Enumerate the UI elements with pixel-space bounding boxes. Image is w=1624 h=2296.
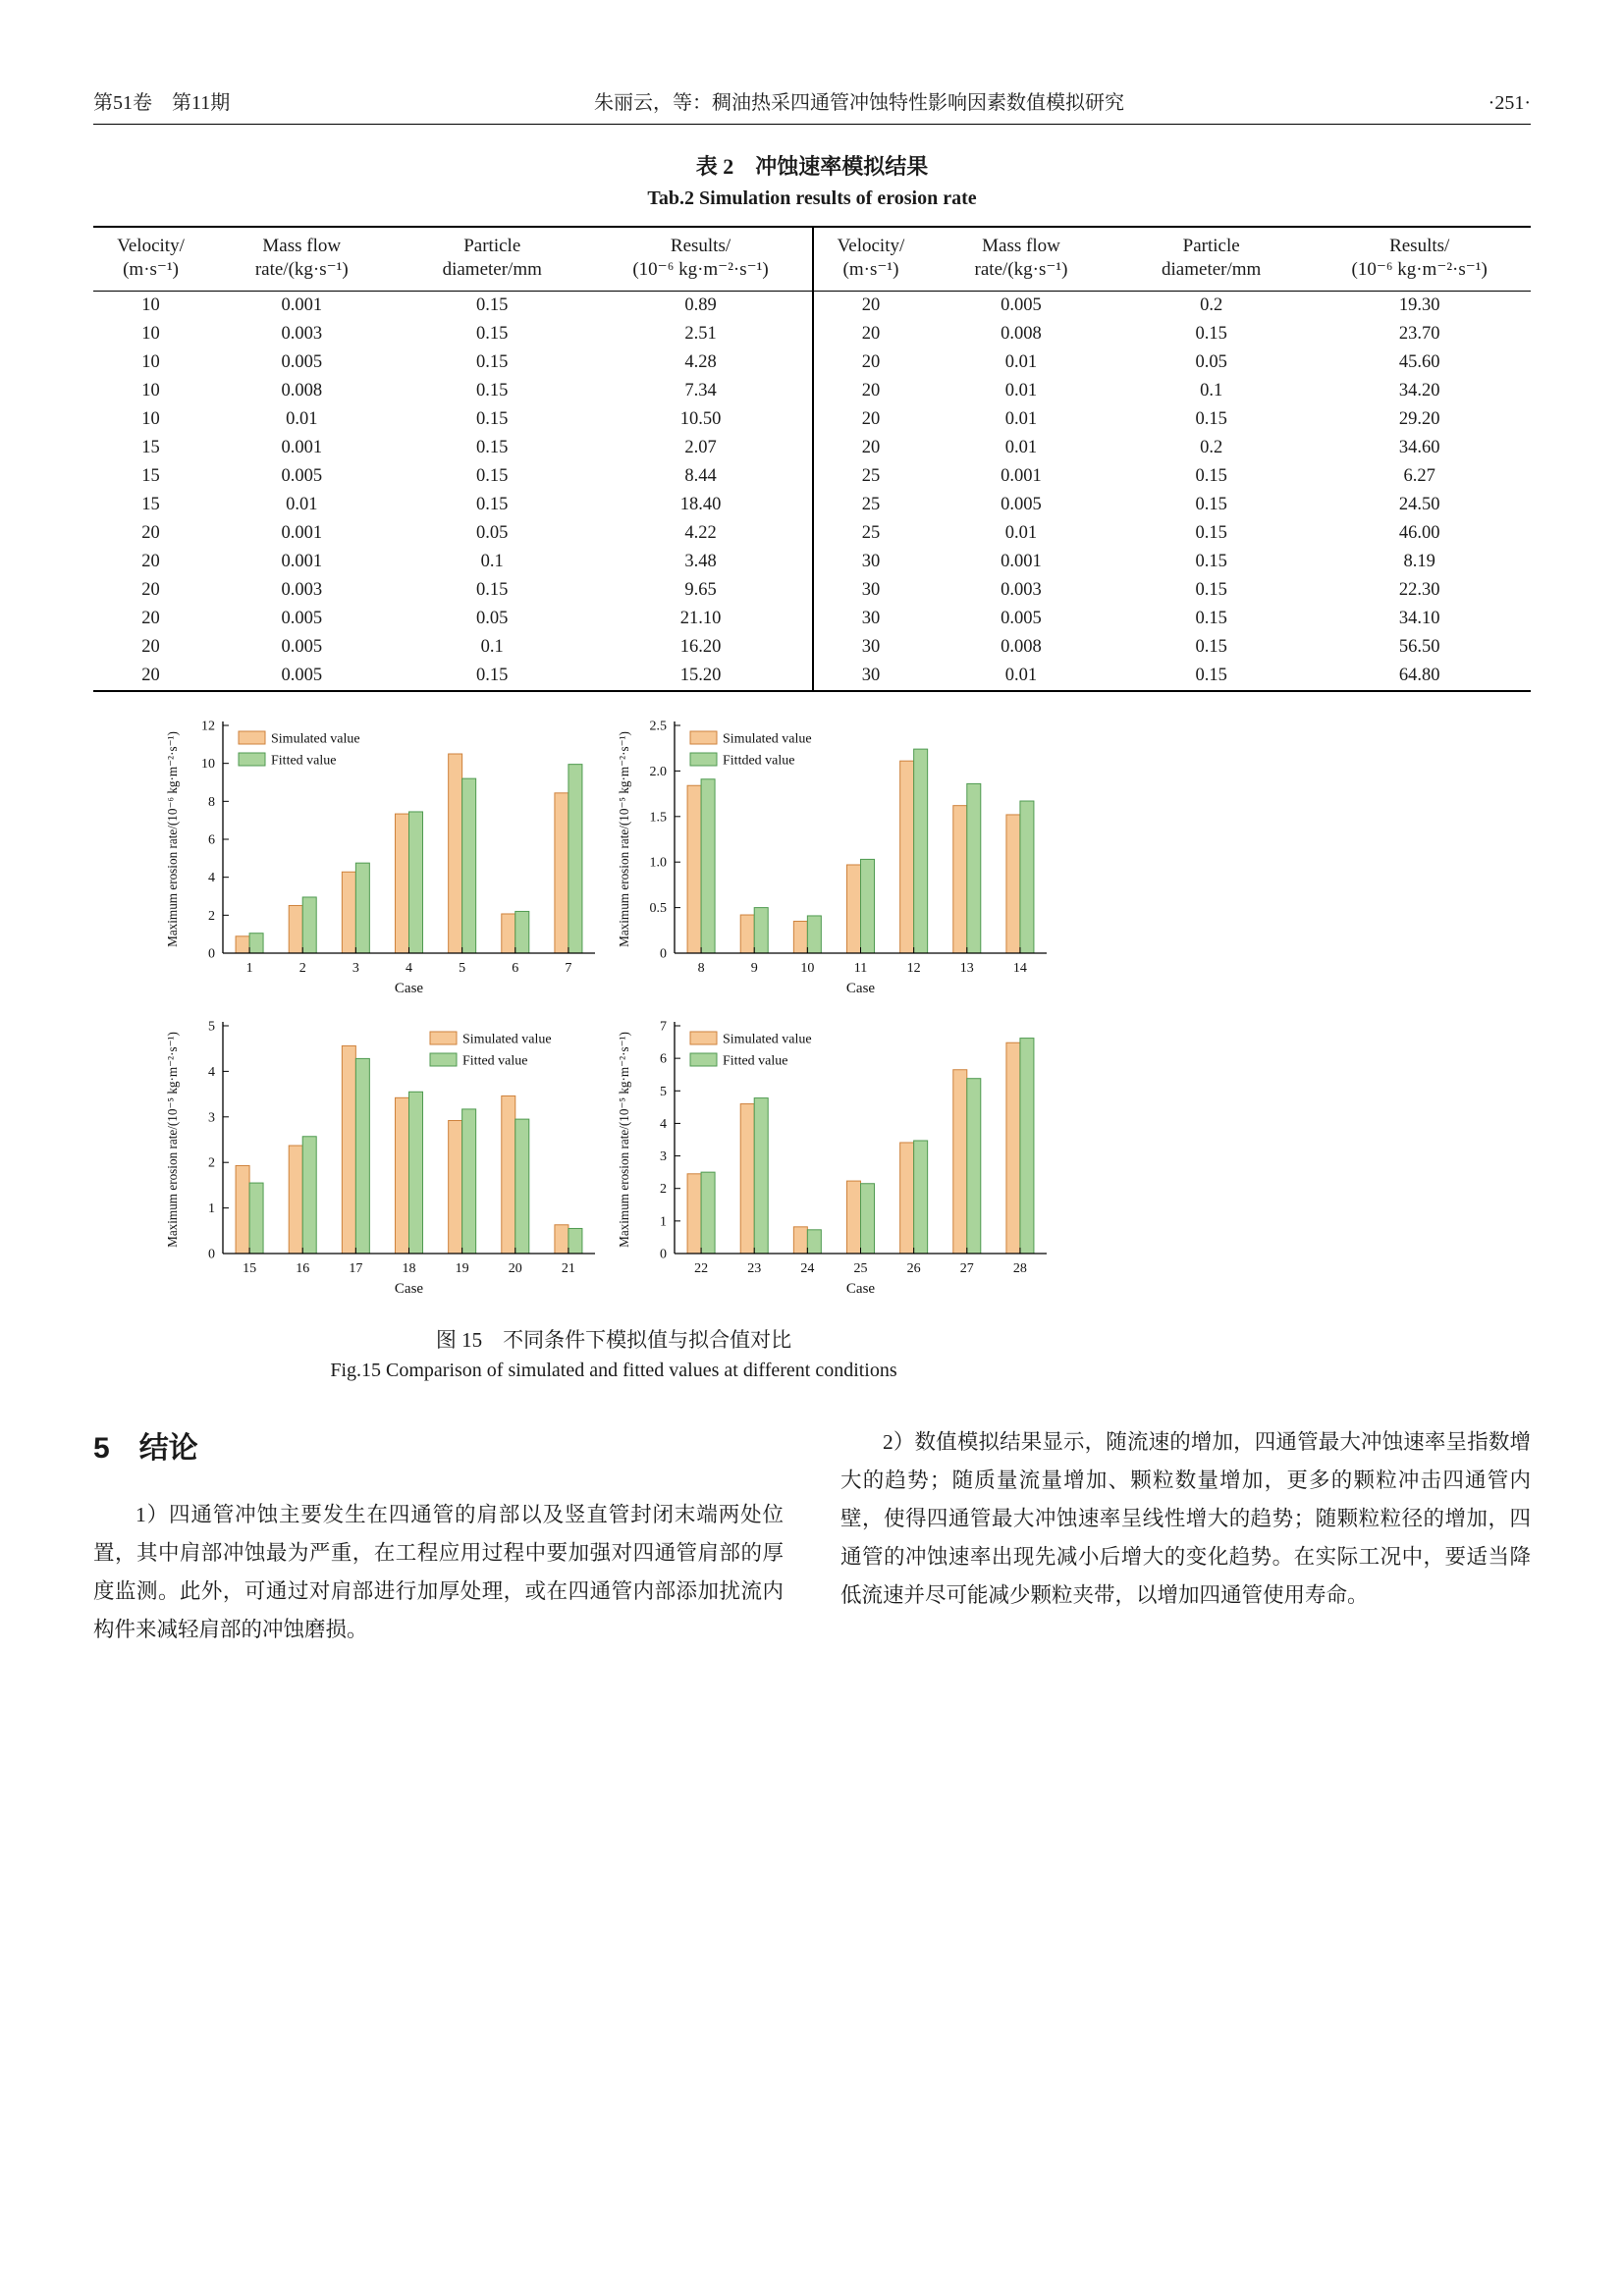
column-header: Velocity/ (m·s⁻¹) (813, 228, 928, 291)
table-cell: 0.15 (476, 465, 509, 486)
column-header: Results/ (10⁻⁶ kg·m⁻²·s⁻¹) (589, 228, 812, 291)
table-cell: 0.01 (1004, 380, 1038, 400)
table-cell: 0.005 (281, 465, 323, 486)
svg-text:18: 18 (402, 1260, 416, 1276)
table-cell: 0.01 (1004, 408, 1038, 429)
table-row (813, 519, 1531, 548)
svg-text:16: 16 (296, 1260, 310, 1276)
chart-cases-15-21 (162, 1012, 614, 1308)
chart-cases-8-14 (614, 712, 1065, 1008)
svg-text:4: 4 (660, 1116, 667, 1132)
conclusion-paragraph-2: 2）数值模拟结果显示，随流速的增加，四通管最大冲蚀速率呈指数增大的趋势；随质量流量增加、颗粒数量增加，更多的颗粒冲击四通管内壁，使得四通管最大冲蚀速率呈线性增大的趋势；随颗粒粒径的增加，四通管的冲蚀速率出现先减小后增大的变化趋势。在实际工况中，要适当降低流速并尽可能减少颗粒夹带，以增加四通管使用寿命。 (840, 1429, 1531, 1607)
table-cell: 10 (141, 408, 160, 429)
table-cell: 6.27 (1403, 465, 1435, 486)
table-cell: 20 (141, 665, 160, 685)
table-cell: 20 (141, 522, 160, 543)
figure-15 (162, 712, 1065, 1382)
table-cell: 25 (861, 494, 881, 514)
chart-cases-1-7 (162, 712, 614, 1008)
table-cell: 64.80 (1398, 665, 1440, 685)
table-row (813, 320, 1531, 348)
table-cell: 0.15 (1195, 408, 1227, 429)
table-cell: 20 (141, 608, 160, 628)
table-header-row (813, 228, 1531, 291)
table-cell: 0.15 (1195, 323, 1227, 344)
svg-text:10: 10 (800, 960, 815, 976)
table-row (813, 662, 1531, 690)
table-cell: 0.001 (1001, 551, 1042, 571)
table-cell: 0.1 (480, 636, 504, 657)
table-cell: 0.15 (476, 323, 509, 344)
svg-text:15: 15 (243, 1260, 257, 1276)
table-cell: 16.20 (679, 636, 722, 657)
table-cell: 0.15 (1195, 522, 1227, 543)
table-cell: 0.89 (684, 294, 717, 315)
table-cell: 10 (141, 294, 160, 315)
table-cell: 10 (141, 323, 160, 344)
table-row (93, 491, 812, 519)
table-cell: 0.15 (1195, 579, 1227, 600)
svg-text:7: 7 (565, 960, 572, 976)
svg-text:9: 9 (750, 960, 758, 976)
svg-text:0: 0 (660, 946, 667, 961)
svg-text:Case: Case (845, 980, 876, 996)
table-cell: 2.07 (684, 437, 717, 457)
table-cell: 0.005 (281, 608, 323, 628)
svg-text:8: 8 (697, 960, 705, 976)
table-cell: 30 (861, 636, 881, 657)
erosion-table-right (812, 228, 1531, 690)
svg-text:8: 8 (208, 794, 215, 810)
table-row (93, 291, 812, 320)
running-header (93, 86, 1531, 125)
svg-text:14: 14 (1012, 960, 1027, 976)
table-cell: 29.20 (1398, 408, 1440, 429)
svg-text:4: 4 (208, 870, 215, 885)
svg-text:1: 1 (208, 1201, 215, 1216)
table-title-cn: 表 2 冲蚀速率模拟结果 (695, 154, 929, 179)
svg-text:Maximum erosion rate/(10⁻⁵ kg·: Maximum erosion rate/(10⁻⁵ kg·m⁻²·s⁻¹) (617, 1031, 631, 1248)
svg-text:2.5: 2.5 (649, 719, 667, 733)
table-cell: 0.005 (1001, 608, 1042, 628)
svg-text:19: 19 (455, 1260, 469, 1276)
table-cell: 0.15 (1195, 636, 1227, 657)
table-cell: 34.20 (1398, 380, 1440, 400)
bar-chart-svg (162, 712, 609, 1006)
svg-text:Fitted value: Fitted value (723, 1053, 788, 1068)
table-cell: 20 (861, 380, 881, 400)
svg-text:0: 0 (660, 1247, 667, 1261)
column-header: Particle diameter/mm (395, 228, 589, 291)
figure-caption-en: Fig.15 Comparison of simulated and fitted values at different conditions (330, 1359, 897, 1381)
table-cell: 10 (141, 351, 160, 372)
table-cell: 0.01 (1004, 665, 1038, 685)
column-header: Results/ (10⁻⁶ kg·m⁻²·s⁻¹) (1308, 228, 1531, 291)
svg-text:11: 11 (853, 960, 868, 976)
table-cell: 25 (861, 522, 881, 543)
table-cell: 0.1 (480, 551, 504, 571)
figure-caption-cn: 图 15 不同条件下模拟值与拟合值对比 (435, 1327, 792, 1352)
svg-text:0: 0 (208, 1247, 215, 1261)
table-cell: 15 (141, 437, 160, 457)
table-cell: 20 (861, 408, 881, 429)
svg-text:3: 3 (660, 1148, 667, 1164)
table-cell: 0.005 (1001, 494, 1042, 514)
table-cell: 0.01 (1004, 437, 1038, 457)
table-cell: 0.008 (1001, 636, 1042, 657)
table-cell: 20 (141, 579, 160, 600)
table-row (93, 320, 812, 348)
svg-text:12: 12 (201, 719, 215, 733)
table-cell: 4.22 (684, 522, 717, 543)
column-header: Particle diameter/mm (1114, 228, 1308, 291)
svg-text:26: 26 (906, 1260, 921, 1276)
svg-text:2: 2 (298, 960, 306, 976)
table-row (93, 548, 812, 576)
table-cell: 0.01 (1004, 351, 1038, 372)
table-row (93, 348, 812, 377)
table-cell: 0.005 (281, 636, 323, 657)
table-cell: 0.001 (281, 294, 323, 315)
table-cell: 0.15 (1195, 465, 1227, 486)
svg-text:3: 3 (208, 1109, 215, 1125)
svg-text:0: 0 (208, 946, 215, 961)
svg-text:2: 2 (660, 1181, 667, 1197)
table-cell: 0.15 (476, 294, 509, 315)
table-row (813, 491, 1531, 519)
table-cell: 18.40 (679, 494, 722, 514)
table-cell: 21.10 (679, 608, 722, 628)
table-cell: 0.15 (476, 579, 509, 600)
table-cell: 0.15 (476, 408, 509, 429)
table-row (813, 633, 1531, 662)
table-cell: 0.005 (281, 665, 323, 685)
page-number: ·251· (1488, 92, 1531, 114)
table-cell: 34.10 (1398, 608, 1440, 628)
svg-text:Simulated value: Simulated value (462, 1032, 552, 1046)
svg-text:1.5: 1.5 (649, 809, 667, 825)
svg-text:4: 4 (406, 960, 412, 976)
svg-text:1: 1 (660, 1213, 667, 1229)
table-cell: 3.48 (684, 551, 717, 571)
svg-text:20: 20 (508, 1260, 522, 1276)
svg-text:Simulated value: Simulated value (723, 1032, 812, 1046)
table-cell: 2.51 (684, 323, 717, 344)
erosion-table-left (93, 228, 812, 690)
table-row (813, 576, 1531, 605)
chart-cases-22-28 (614, 1012, 1065, 1308)
svg-text:13: 13 (959, 960, 974, 976)
table-row (813, 405, 1531, 434)
table-cell: 0.005 (281, 351, 323, 372)
table-cell: 0.2 (1200, 294, 1223, 315)
svg-text:Case: Case (845, 1280, 876, 1297)
table-cell: 0.008 (281, 380, 323, 400)
table-header-row (93, 228, 812, 291)
svg-text:5: 5 (459, 960, 466, 976)
table-cell: 15 (141, 465, 160, 486)
table-row (93, 434, 812, 462)
table-cell: 20 (861, 294, 881, 315)
bar-chart-svg (162, 1012, 609, 1307)
table-cell: 25 (861, 465, 881, 486)
table-row (813, 605, 1531, 633)
svg-text:Maximum erosion rate/(10⁻⁵ kg·: Maximum erosion rate/(10⁻⁵ kg·m⁻²·s⁻¹) (165, 1031, 180, 1248)
bar-chart-svg (614, 712, 1060, 1006)
svg-text:Case: Case (394, 980, 424, 996)
svg-text:Simulated value: Simulated value (271, 731, 360, 746)
svg-text:6: 6 (208, 832, 215, 847)
table-cell: 7.34 (684, 380, 717, 400)
table-row (813, 548, 1531, 576)
table-cell: 34.60 (1398, 437, 1440, 457)
svg-text:17: 17 (349, 1260, 363, 1276)
figure-charts (162, 712, 1065, 1308)
volume-issue: 第51卷 第11期 (93, 92, 231, 114)
running-title: 朱丽云，等：稠油热采四通管冲蚀特性影响因素数值模拟研究 (593, 92, 1124, 114)
svg-text:Fitted value: Fitted value (271, 753, 337, 768)
table-row (813, 377, 1531, 405)
conclusion-paragraph-1: 1）四通管冲蚀主要发生在四通管的肩部以及竖直管封闭末端两处位置，其中肩部冲蚀最为严重，在工程应用过程中要加强对四通管肩部的厚度监测。此外，可通过对肩部进行加厚处理，或在四通管内部添加扰流内构件来减轻肩部的冲蚀磨损。 (93, 1502, 784, 1641)
column-header: Velocity/ (m·s⁻¹) (93, 228, 208, 291)
table-cell: 45.60 (1398, 351, 1440, 372)
svg-text:21: 21 (561, 1260, 575, 1276)
bar-chart-svg (614, 1012, 1060, 1307)
table-cell: 23.70 (1398, 323, 1440, 344)
svg-text:1.0: 1.0 (649, 855, 667, 871)
section-title: 结论 (138, 1431, 198, 1465)
table-row (93, 405, 812, 434)
table-cell: 10 (141, 380, 160, 400)
table-row (813, 291, 1531, 320)
svg-text:7: 7 (660, 1019, 667, 1034)
svg-text:23: 23 (747, 1260, 762, 1276)
table-cell: 0.01 (286, 408, 318, 429)
table-cell: 0.01 (1004, 522, 1038, 543)
table-cell: 15.20 (679, 665, 722, 685)
conclusion-right-column (840, 1423, 1531, 1650)
table-cell: 0.15 (1195, 551, 1227, 571)
svg-text:Simulated value: Simulated value (723, 731, 812, 746)
table-cell: 0.2 (1200, 437, 1223, 457)
svg-text:2: 2 (208, 1155, 215, 1171)
svg-text:27: 27 (959, 1260, 974, 1276)
table-cell: 0.005 (1001, 294, 1042, 315)
table-cell: 0.15 (1195, 608, 1227, 628)
svg-text:1: 1 (245, 960, 253, 976)
svg-text:6: 6 (660, 1051, 667, 1067)
svg-text:0.5: 0.5 (649, 900, 667, 916)
table-cell: 0.15 (476, 494, 509, 514)
table-cell: 0.003 (281, 323, 323, 344)
svg-text:12: 12 (906, 960, 921, 976)
table-cell: 24.50 (1398, 494, 1440, 514)
table-cell: 4.28 (684, 351, 717, 372)
column-header: Mass flow rate/(kg·s⁻¹) (208, 228, 395, 291)
table-cell: 0.15 (1195, 494, 1227, 514)
table-cell: 46.00 (1398, 522, 1440, 543)
table-row (93, 462, 812, 491)
table-cell: 0.001 (281, 522, 323, 543)
svg-text:2: 2 (208, 908, 215, 924)
svg-text:Fittded value: Fittded value (723, 753, 795, 768)
table-row (93, 605, 812, 633)
table-cell: 20 (141, 636, 160, 657)
svg-text:3: 3 (352, 960, 359, 976)
svg-text:22: 22 (694, 1260, 709, 1276)
table-cell: 0.01 (286, 494, 318, 514)
table-cell: 0.05 (476, 522, 509, 543)
table-cell: 20 (861, 323, 881, 344)
svg-text:10: 10 (201, 756, 215, 772)
table-cell: 0.15 (1195, 665, 1227, 685)
table-cell: 0.008 (1001, 323, 1042, 344)
conclusion-section (93, 1423, 1531, 1650)
column-header: Mass flow rate/(kg·s⁻¹) (928, 228, 1114, 291)
table-cell: 20 (861, 437, 881, 457)
svg-text:25: 25 (853, 1260, 868, 1276)
table-cell: 0.05 (1195, 351, 1227, 372)
table-row (93, 377, 812, 405)
table-cell: 9.65 (684, 579, 717, 600)
table-cell: 0.15 (476, 380, 509, 400)
svg-text:5: 5 (208, 1019, 215, 1034)
svg-text:28: 28 (1012, 1260, 1027, 1276)
table-cell: 0.003 (281, 579, 323, 600)
table-row (93, 519, 812, 548)
table-row (813, 434, 1531, 462)
table-cell: 8.44 (684, 465, 717, 486)
table-row (93, 633, 812, 662)
table-cell: 30 (861, 579, 881, 600)
svg-text:2.0: 2.0 (649, 764, 667, 779)
svg-text:Maximum erosion rate/(10⁻⁶ kg·: Maximum erosion rate/(10⁻⁶ kg·m⁻²·s⁻¹) (165, 730, 180, 947)
table-cell: 0.003 (1001, 579, 1042, 600)
table-cell: 15 (141, 494, 160, 514)
table-cell: 56.50 (1398, 636, 1440, 657)
erosion-rate-table (93, 226, 1531, 692)
svg-text:5: 5 (660, 1084, 667, 1099)
table-cell: 22.30 (1398, 579, 1440, 600)
table-cell: 30 (861, 608, 881, 628)
table-cell: 0.15 (476, 351, 509, 372)
svg-text:6: 6 (512, 960, 519, 976)
table-cell: 20 (141, 551, 160, 571)
table-cell: 0.1 (1200, 380, 1223, 400)
section-heading (93, 1423, 784, 1467)
table-row (813, 348, 1531, 377)
table-cell: 0.05 (476, 608, 509, 628)
svg-text:Maximum erosion rate/(10⁻⁵ kg·: Maximum erosion rate/(10⁻⁵ kg·m⁻²·s⁻¹) (617, 730, 631, 947)
table-cell: 20 (861, 351, 881, 372)
section-number: 5 (93, 1431, 110, 1465)
svg-text:Case: Case (394, 1280, 424, 1297)
table-cell: 30 (861, 551, 881, 571)
table-row (93, 576, 812, 605)
table-cell: 0.001 (281, 551, 323, 571)
table-cell: 0.15 (476, 665, 509, 685)
table-cell: 0.001 (281, 437, 323, 457)
svg-text:24: 24 (800, 1260, 815, 1276)
table-cell: 10.50 (679, 408, 722, 429)
table-cell: 0.15 (476, 437, 509, 457)
conclusion-left-column (93, 1423, 784, 1650)
table-cell: 8.19 (1403, 551, 1435, 571)
table-cell: 0.001 (1001, 465, 1042, 486)
table-cell: 19.30 (1398, 294, 1440, 315)
svg-text:Fitted value: Fitted value (462, 1053, 528, 1068)
table-row (813, 462, 1531, 491)
table-row (93, 662, 812, 690)
table-cell: 30 (861, 665, 881, 685)
svg-text:4: 4 (208, 1064, 215, 1080)
table-title-en: Tab.2 Simulation results of erosion rate (647, 187, 977, 209)
